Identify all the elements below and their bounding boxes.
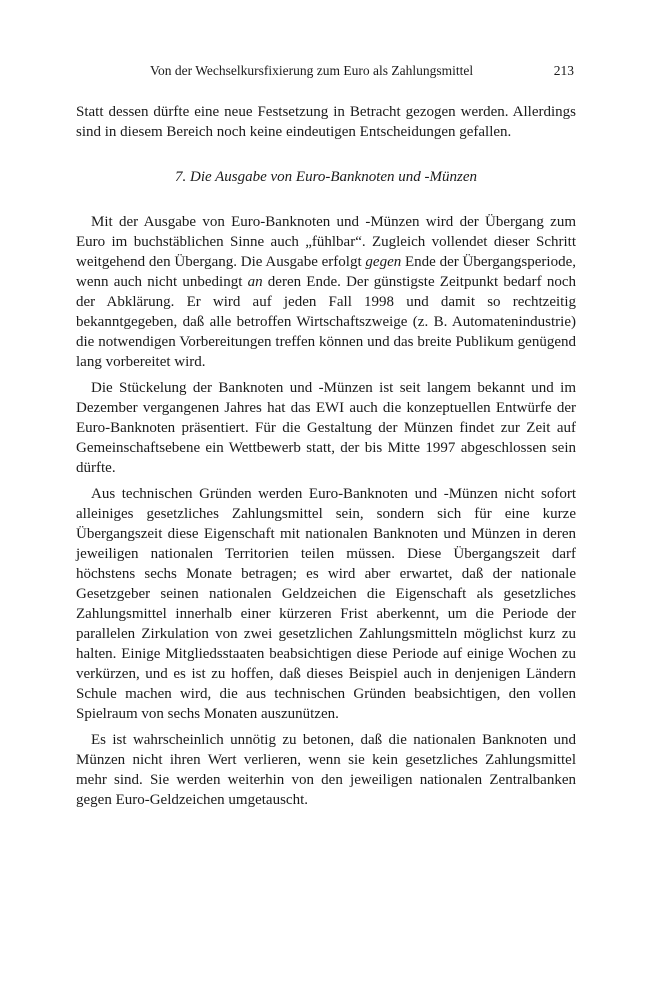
paragraph-denominations: Die Stückelung der Banknoten und -Münzen ist seit langem bekannt und im Dezember vergangenen Jahres hat das EWI auch die konzeptuellen Entwürfe der Euro-Banknoten präsentiert. Für die Gestaltung der Münzen findet zur Zeit auf Gemeinschaftsebene ein Wettbewerb statt, der bis Mitte 1997 abgeschlossen sein dürfte. bbox=[76, 380, 576, 476]
running-title: Von der Wechselkursfixierung zum Euro als Zahlungsmittel bbox=[150, 63, 474, 78]
page-number: 213 bbox=[553, 63, 574, 78]
paragraph-legal-tender: Aus technischen Gründen werden Euro-Banknoten und -Münzen nicht sofort alleiniges gesetzliches Zahlungsmittel sein, sondern sich für eine kurze Übergangszeit diese Eigenschaft mit nationalen Banknoten und Münzen in deren jeweiligen nationalen Territorien teilen müssen. Diese Übergangszeit darf höchstens sechs Monate betragen; es wird aber erwartet, daß der nationale Gesetzgeber seinen nationalen Geldzeichen die Eigenschaft als gesetzliches Zahlungsmittel innerhalb einer kürzeren Frist aberkennt, um die Periode der parallelen Zirkulation von zwei gesetzlichen Zahlungsmitteln möglichst kurz zu halten. Einige Mitgliedsstaaten beabsichtigen diese Periode auf einige Wochen zu verkürzen, und es ist zu hoffen, daß dieses Beispiel auch in denjenigen Ländern Schule machen wird, die aus technischen Gründen beabsichtigen, den vollen Spielraum von sechs Monaten auszunützen. bbox=[76, 486, 576, 722]
paragraph-continuation: Statt dessen dürfte eine neue Festsetzung in Betracht gezogen werden. Allerdings sind in diesem Bereich noch keine eindeutigen Entscheidungen gefallen. bbox=[76, 104, 576, 140]
paragraph-euro-issue bbox=[76, 212, 576, 372]
emphasis-gegen: gegen bbox=[365, 254, 402, 270]
paragraph-text: deren Ende. Der günstigste Zeitpunkt bedarf noch der Abklärung. Er wird auf jeden Fall 1998 und damit so rechtzeitig bekanntgegeben, daß alle betroffen Wirtschaftszweige (z. B. Automatenindustrie) die notwendigen Vorbereitungen treffen können und das breite Publikum genügend lang vorbereitet wird. bbox=[76, 274, 576, 370]
paragraph-exchange: Es ist wahrscheinlich unnötig zu betonen, daß die nationalen Banknoten und Münzen nicht ihren Wert verlieren, wenn sie kein gesetzliches Zahlungsmittel mehr sind. Sie werden weiterhin von den jeweiligen nationalen Zentralbanken gegen Euro-Geldzeichen umgetauscht. bbox=[76, 732, 576, 808]
paragraph-text: Mit der Ausgabe von Euro-Banknoten und -Münzen wird der Übergang zum Euro im buchstäblichen Sinne auch „fühlbar“. Zugleich vollendet dieser Schritt weitgehend den Übergang. Die Ausgabe erfolgt bbox=[76, 214, 576, 270]
paragraph-text: Ende der Übergangsperiode, wenn auch nicht unbedingt bbox=[76, 254, 576, 290]
running-header bbox=[76, 62, 576, 88]
emphasis-an: an bbox=[247, 274, 263, 290]
section-heading: 7. Die Ausgabe von Euro-Banknoten und -Münzen bbox=[174, 169, 478, 185]
body-text bbox=[76, 102, 576, 810]
book-page bbox=[76, 62, 576, 810]
